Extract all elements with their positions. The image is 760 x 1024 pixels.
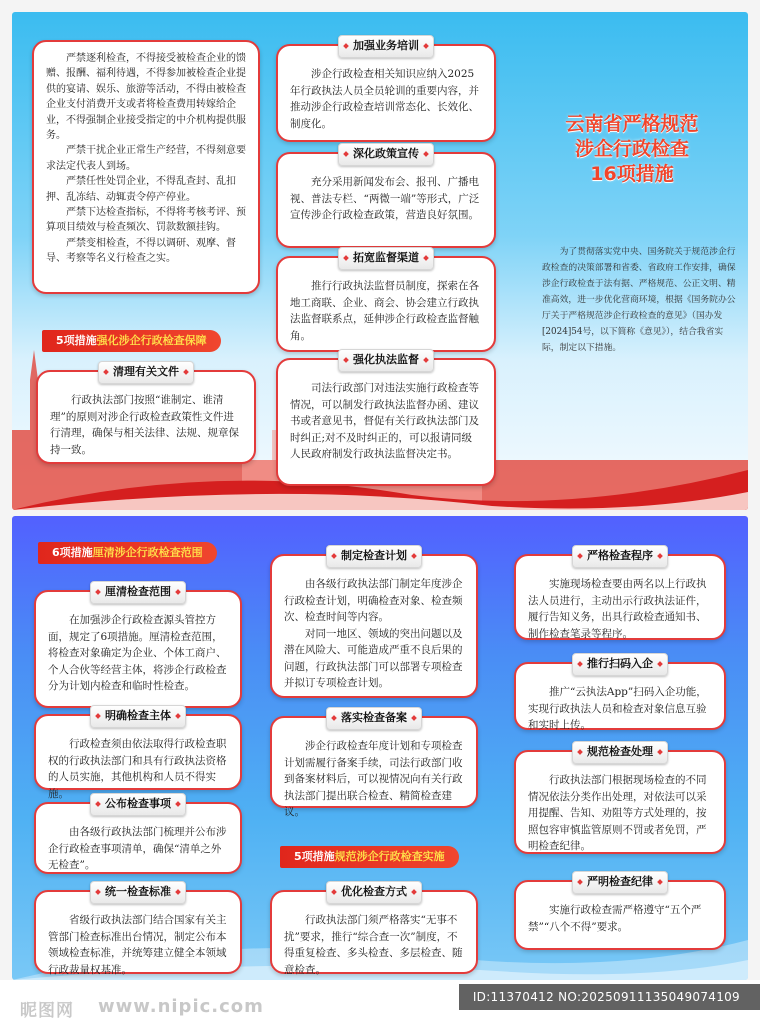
card-body: 行政执法部门须严格落实“无事不扰”要求，推行“综合查一次”制度，不得重复检查、多头检查、多层检查、随意检查。: [284, 914, 463, 976]
title-line-2: 涉企行政检查: [574, 138, 689, 160]
banner-prefix: 5项措施: [294, 850, 335, 863]
card-title: 强化执法监督: [338, 349, 434, 372]
banner-prefix: 5项措施: [56, 334, 97, 347]
card-publish: [34, 797, 242, 874]
card-body: 涉企行政检查相关知识应纳入2025年行政执法人员全员轮训的重要内容，并推动涉企行政检查培训常态化、长效化、制度化。: [290, 68, 479, 130]
card-enforce: [276, 353, 496, 486]
watermark-logo: 昵图网: [20, 1001, 74, 1021]
watermark-id: ID:11370412 NO:20250911135049074109: [459, 984, 760, 1010]
card-body: 省级行政执法部门结合国家有关主管部门检查标准出台情况，制定公布本领域检查标准，并统筹建立健全本领域行政裁量权基准。: [48, 914, 227, 976]
top-panel: [12, 12, 748, 510]
card-body: 行政执法部门按照“谁制定、谁清理”的原则对涉企行政检查政策性文件进行清理，确保与相关法律、法规、规章保持一致。: [50, 394, 239, 456]
card-optimize: [270, 885, 478, 976]
card-body: 实施现场检查要由两名以上行政执法人员进行，主动出示行政执法证件，履行告知义务，出具行政检查通知书、制作检查笔录等程序。: [528, 578, 707, 640]
banner-clarify: [38, 542, 217, 564]
card-title: 规范检查处理: [572, 741, 668, 764]
prohibition-item: 严禁逐利检查，不得接受被检查企业的馈赠、报酬、福利待遇，不得参加被检查企业提供的宴请、娱乐、旅游等活动，不得由被检查企业支付消费开支或者将检查费用转嫁给企业，不得强制企业接受指定的中介机构提供服务。: [46, 53, 246, 142]
card-discipline: [514, 875, 726, 950]
card-subject: [34, 709, 242, 800]
card-training: [276, 39, 496, 142]
card-body: 在加强涉企行政检查源头管控方面，规定了6项措施。厘清检查范围，将检查对象确定为企业、个体工商户、个人合伙等经营主体，将涉企行政检查分为计划内检查和临时性检查。: [48, 614, 227, 692]
banner-prefix: 6项措施: [52, 546, 93, 559]
card-body: 由各级行政执法部门梳理并公布涉企行政检查事项清单，确保“清单之外无检查”。: [48, 826, 227, 871]
card-body: 推广“云执法App”扫码入企功能，实现行政执法人员和检查对象信息互验和实时上传。: [528, 686, 707, 731]
card-title: 厘清检查范围: [90, 581, 186, 604]
card-body: 实施行政检查需严格遵守“五个严禁”“八个不得”要求。: [528, 904, 702, 933]
watermark-url: www.nipic.com: [98, 996, 264, 1017]
card-title: 统一检查标准: [90, 881, 186, 904]
prohibitions-card: [32, 40, 260, 294]
prohibition-item: 严禁任性处罚企业，不得乱查封、乱扣押、乱冻结、动辄责令停产停业。: [46, 176, 236, 203]
document-title: [532, 112, 732, 187]
card-filing: [270, 711, 478, 818]
card-standard: [34, 885, 242, 976]
card-title: 推行扫码入企: [572, 653, 668, 676]
card-procedure: [514, 549, 726, 640]
banner-highlight: 厘清涉企行政检查范围: [92, 546, 203, 559]
card-handling: [514, 745, 726, 854]
card-policy: [276, 147, 496, 248]
card-body: 由各级行政执法部门制定年度涉企行政检查计划，明确检查对象、检查频次、检查时间等内容。: [284, 578, 463, 623]
banner-strengthen: [42, 330, 221, 352]
card-title: 公布检查事项: [90, 793, 186, 816]
card-body: 行政检查须由依法取得行政检查职权的行政执法部门和具有行政执法资格的人员实施，其他机构和人员不得实施。: [48, 738, 227, 800]
banner-highlight: 规范涉企行政检查实施: [334, 850, 445, 863]
card-body: 司法行政部门对违法实施行政检查等情况，可以制发行政执法监督办函、建议书或者意见书，督促有关行政执法部门及时纠正;对不及时纠正的，可以报请同级人民政府制发行政执法监督决定书。: [290, 382, 479, 460]
card-title: 拓宽监督渠道: [338, 247, 434, 270]
intro-text: 为了贯彻落实党中央、国务院关于规范涉企行政检查的决策部署和省委、省政府工作安排，确保涉企行政检查于法有据、严格规范、公正文明、精准高效，进一步优化营商环境，根据《国务院办公厅关于严格规范涉企行政检查的意见》（国办发[2024]54号，以下简称《意见》），结合我省实际，制定以下措施。: [542, 247, 736, 353]
card-title: 清理有关文件: [98, 361, 194, 384]
card-scope: [34, 585, 242, 708]
card-cleanup: [36, 365, 256, 464]
prohibition-item: 严禁干扰企业正常生产经营，不得刻意要求法定代表人到场。: [46, 145, 246, 172]
card-title: 优化检查方式: [326, 881, 422, 904]
card-plan: [270, 549, 478, 698]
card-supervision: [276, 251, 496, 352]
banner-highlight: 强化涉企行政检查保障: [96, 334, 207, 347]
card-body: 推行行政执法监督员制度，探索在各地工商联、企业、商会、协会建立行政执法监督联系点，延伸涉企行政检查监督触角。: [290, 280, 479, 342]
bottom-panel: [12, 516, 748, 980]
title-line-1: 云南省严格规范: [565, 113, 699, 135]
title-line-3: 16项措施: [590, 163, 674, 185]
card-scan: [514, 657, 726, 731]
card-body: 充分采用新闻发布会、报刊、广播电视、普法专栏、“两微一端”等形式，广泛宣传涉企行政检查政策，营造良好氛围。: [290, 176, 480, 221]
card-title: 严明检查纪律: [572, 871, 668, 894]
card-body: 对同一地区、领域的突出问题以及潜在风险大、可能造成严重不良后果的问题，行政执法部门可以部署专项检查并拟订专项检查计划。: [284, 627, 463, 689]
card-body: 涉企行政检查年度计划和专项检查计划需履行备案手续，司法行政部门收到备案材料后，可以视情况向有关行政执法部门提出联合检查、精简检查建议。: [284, 740, 463, 818]
card-body: 行政执法部门根据现场检查的不同情况依法分类作出处理，对依法可以采用提醒、告知、劝阻等方式处理的，按照包容审慎监管原则不罚或者免罚，严明检查纪律。: [528, 774, 707, 852]
card-title: 严格检查程序: [572, 545, 668, 568]
card-title: 制定检查计划: [326, 545, 422, 568]
banner-standardize: [280, 846, 459, 868]
prohibition-item: 严禁下达检查指标，不得将考核考评、预算项目绩效与检查频次、罚款数额挂钩。: [46, 207, 246, 234]
card-title: 明确检查主体: [90, 705, 186, 728]
prohibition-item: 严禁变相检查，不得以调研、观摩、督导、考察等名义行检查之实。: [46, 237, 236, 265]
card-title: 落实检查备案: [326, 707, 422, 730]
card-title: 深化政策宣传: [338, 143, 434, 166]
card-title: 加强业务培训: [338, 35, 434, 58]
